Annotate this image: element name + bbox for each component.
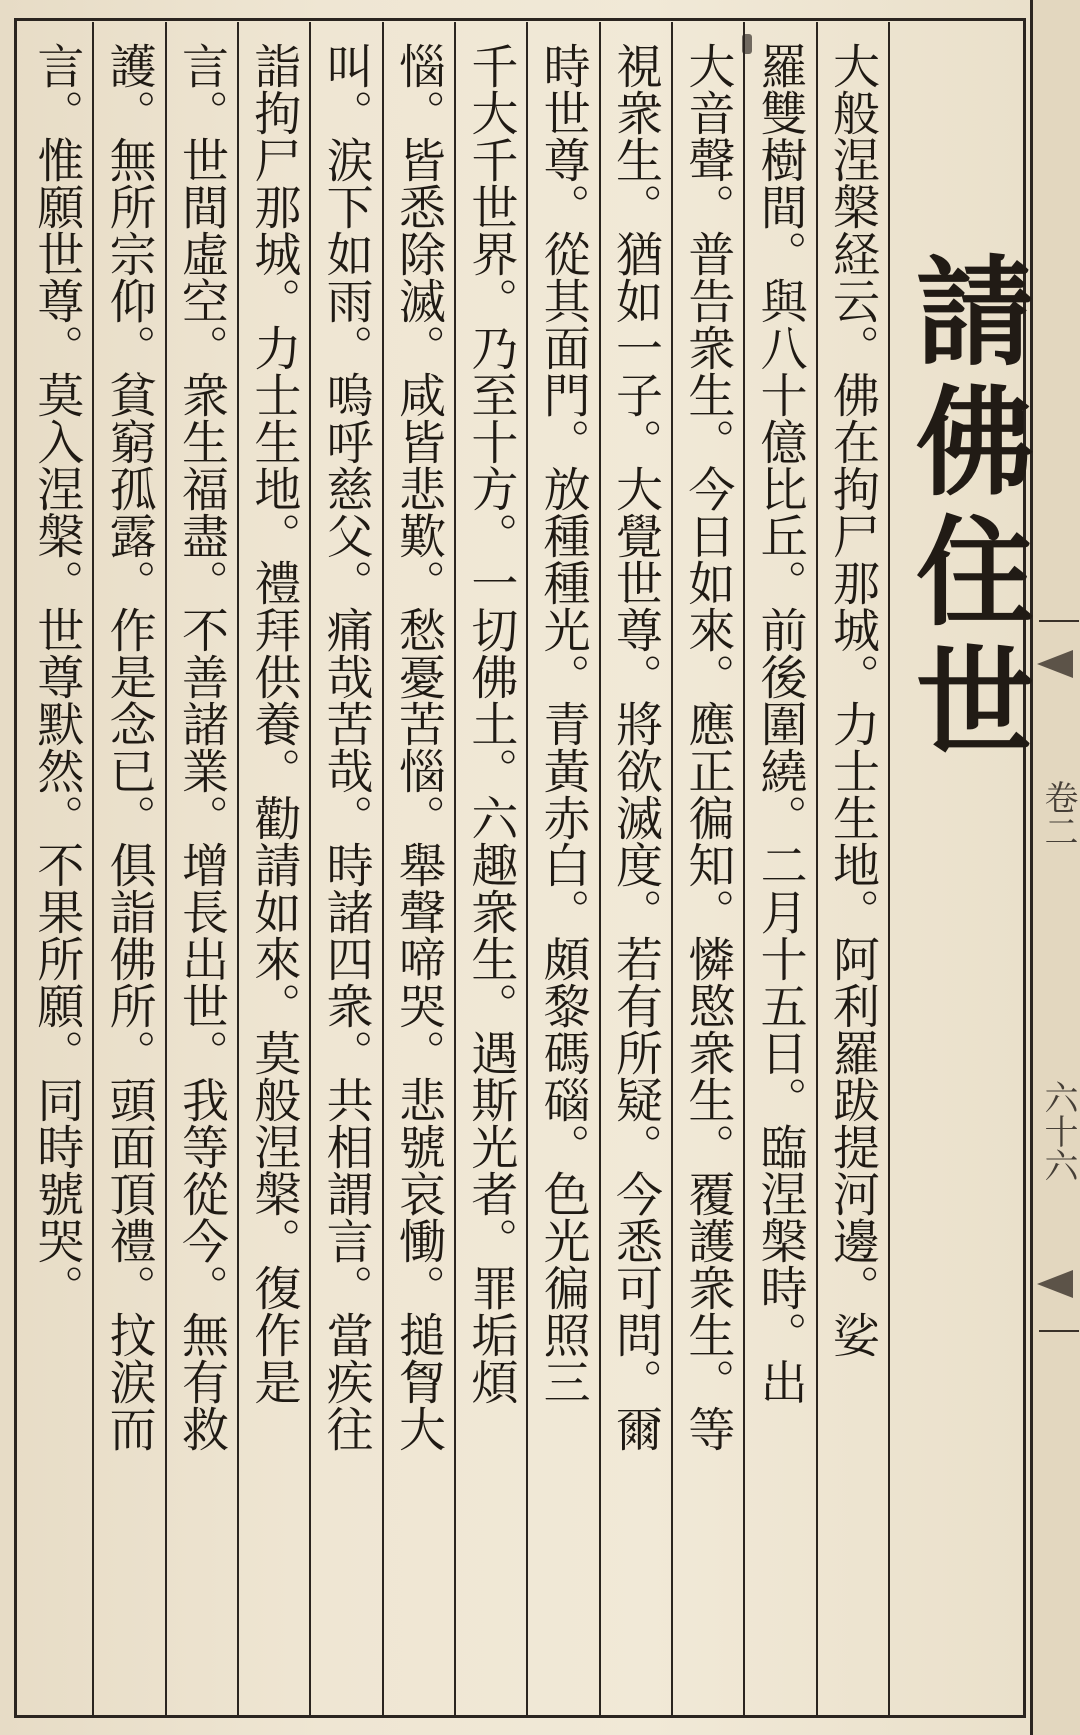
text-column-11: 護。無所宗仰。貧窮孤露。作是念已。俱詣佛所。頭面頂禮。抆涙而 xyxy=(101,42,157,1452)
edge-rule-top xyxy=(1039,620,1079,622)
text-column-3: 大音聲。普告衆生。今日如來。應正徧知。憐愍衆生。覆護衆生。等 xyxy=(680,42,736,1452)
fishtail-mark-bottom xyxy=(1037,1270,1073,1298)
binding-edge xyxy=(1030,0,1080,1735)
text-column-10: 言。世間虛空。衆生福盡。不善諸業。增長出世。我等從今。無有救 xyxy=(173,42,229,1452)
edge-rule-bottom xyxy=(1039,1330,1079,1332)
margin-page-number: 六十六 xyxy=(1038,1080,1078,1182)
text-column-8: 叫。涙下如雨。嗚呼慈父。痛哉苦哉。時諸四衆。共相謂言。當疾往 xyxy=(318,42,374,1452)
text-column-7: 惱。皆悉除滅。咸皆悲歎。愁憂苦惱。舉聲啼哭。悲號哀慟。搥胷大 xyxy=(390,42,446,1452)
text-column-12: 言。惟願世尊。莫入涅槃。世尊默然。不果所願。同時號哭。 xyxy=(29,42,85,1311)
fishtail-mark-top xyxy=(1037,650,1073,678)
text-column-5: 時世尊。從其面門。放種種光。青黃赤白。頗黎碼碯。色光徧照三 xyxy=(535,42,591,1405)
text-column-1: 大般涅槃経云。佛在拘尸那城。力士生地。阿利羅跋提河邊。娑 xyxy=(824,42,880,1358)
text-column-6: 千大千世界。乃至十方。一切佛土。六趣衆生。遇斯光者。罪垢煩 xyxy=(463,42,519,1405)
column-rule xyxy=(888,22,890,1716)
text-column-2: 羅雙樹間。與八十億比丘。前後圍繞。二月十五日。臨涅槃時。出 xyxy=(752,42,808,1405)
text-column-9: 詣拘尸那城。力士生地。禮拜供養。勸請如來。莫般涅槃。復作是 xyxy=(246,42,302,1405)
margin-volume-label: 卷二 xyxy=(1038,780,1078,848)
page-title: 請佛住世 xyxy=(896,250,1035,770)
text-column-4: 視衆生。猶如一子。大覺世尊。將欲滅度。若有所疑。今悉可問。爾 xyxy=(607,42,663,1452)
column-rule xyxy=(92,22,94,1716)
